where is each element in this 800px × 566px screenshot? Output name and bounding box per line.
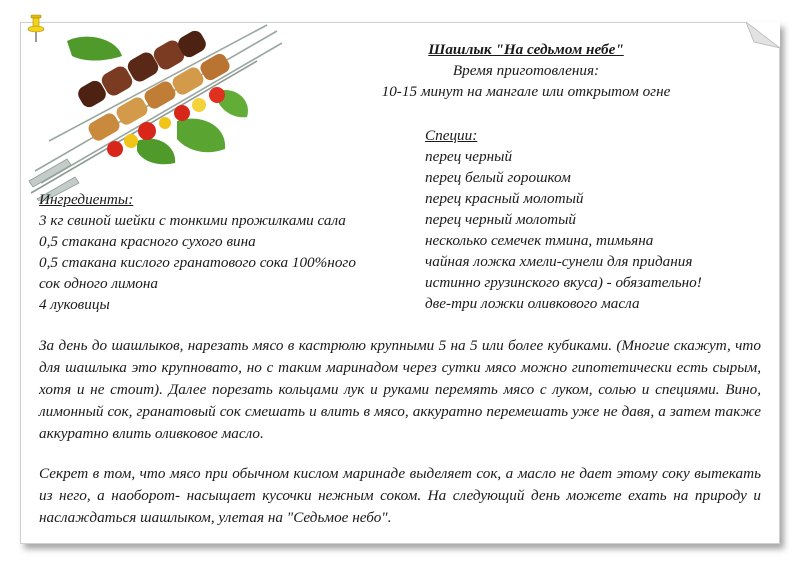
ingredient-item: 0,5 стакана кислого гранатового сока 100%ного (39, 254, 356, 271)
shashlik-skewers-illustration (27, 21, 289, 201)
spice-item: перец черный (425, 148, 513, 165)
spice-item: перец черный молотый (425, 211, 577, 228)
spice-item: перец белый горошком (425, 169, 571, 186)
ingredient-item: 0,5 стакана красного сухого вина (39, 233, 256, 250)
page-curl-corner (746, 22, 780, 48)
spices-section (425, 125, 702, 314)
cook-time-value: 10-15 минут на мангале или открытом огне (381, 83, 671, 100)
spice-item: чайная ложка хмели-сунели для придания (425, 253, 693, 270)
spices-heading: Специи: (425, 127, 478, 144)
instructions-paragraph: За день до шашлыков, нарезать мясо в кастрюлю крупными 5 на 5 или более кубиками. (Многие скажут, что для шашлыка это крупновато, но с таким маринадом через сутки мясо можно гипотетически есть сырым, хотя и не стоит). Далее порезать кольцами лук и руками перемять мясо с луком, солью и специями. Вино, лимонный сок, гранатовый сок смешать и влить в мясо, аккуратно перемешать уже не давя, а затем также аккуратно влить оливковое масло. (39, 337, 761, 442)
ingredients-heading: Ингредиенты: (39, 191, 134, 208)
ingredient-item: 3 кг свиной шейки с тонкими прожилками сала (39, 212, 346, 229)
spice-item: перец красный молотый (425, 190, 584, 207)
cook-time-label: Время приготовления: (452, 62, 600, 79)
ingredients-section (39, 189, 356, 315)
recipe-title: Шашлык "На седьмом небе" (428, 41, 624, 58)
secret-paragraph: Секрет в том, что мясо при обычном кислом маринаде выделяет сок, а масло не дает этому соку вытекать из него, а наоборот- насыщает кусочки нежным соком. На следующий день можете ехать на природу и наслаждаться шашлыком, улетая на "Седьмое небо". (39, 465, 761, 526)
ingredient-item: сок одного лимона (39, 275, 159, 292)
spice-item: истинно грузинского вкуса) - обязательно! (425, 274, 702, 291)
title-block (341, 39, 711, 102)
spice-item: две-три ложки оливкового масла (425, 295, 640, 312)
recipe-card (20, 22, 780, 544)
spice-item: несколько семечек тмина, тимьяна (425, 232, 654, 249)
ingredient-item: 4 луковицы (39, 296, 110, 313)
